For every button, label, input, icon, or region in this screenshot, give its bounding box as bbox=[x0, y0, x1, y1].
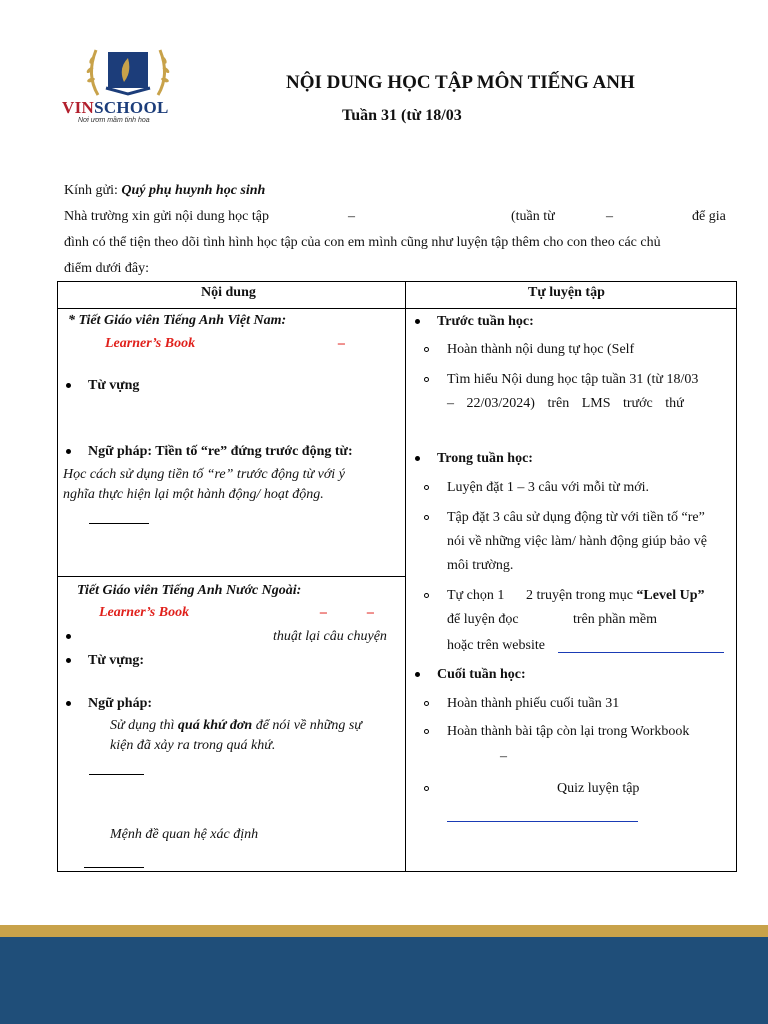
circle-bullet-icon bbox=[424, 729, 429, 734]
intro-line1-end: để gia bbox=[692, 209, 726, 224]
page-subtitle: Tuần 31 (từ 18/03 bbox=[342, 107, 462, 124]
bullet-icon bbox=[415, 319, 420, 324]
website-link[interactable] bbox=[558, 652, 724, 653]
during-item-3e: hoặc trên website bbox=[447, 638, 545, 653]
quiz-link[interactable] bbox=[447, 821, 638, 822]
circle-bullet-icon bbox=[424, 377, 429, 382]
blank-line bbox=[84, 867, 144, 868]
bullet-icon bbox=[415, 672, 420, 677]
bullet-icon bbox=[66, 701, 71, 706]
blank-line bbox=[89, 523, 149, 524]
footer-navy-band bbox=[0, 937, 768, 1024]
intro-line3: điểm dưới đây: bbox=[64, 261, 149, 276]
end-item-3: Quiz luyện tập bbox=[557, 781, 640, 796]
during-item-2a: Tập đặt 3 câu sử dụng động từ với tiền tố “re” bbox=[447, 510, 705, 525]
page-title: NỘI DUNG HỌC TẬP MÔN TIẾNG ANH bbox=[286, 72, 635, 93]
table-section-divider bbox=[57, 576, 406, 577]
dash: – bbox=[338, 336, 345, 351]
learners-book-label: Learner’s Book bbox=[105, 336, 196, 351]
grammar-desc-line1: Học cách sử dụng tiền tố “re” trước động từ với ý bbox=[63, 467, 345, 482]
bullet-icon bbox=[66, 449, 71, 454]
brand-name: VINSCHOOL bbox=[62, 98, 169, 117]
retell-text: thuật lại câu chuyện bbox=[273, 629, 387, 644]
footer-gold-band bbox=[0, 925, 768, 937]
past-tense-line1: Sử dụng thì quá khứ đơn để nói về những sự bbox=[110, 718, 362, 733]
during-item-3d: trên phần mềm bbox=[573, 612, 657, 627]
dash: – bbox=[320, 605, 327, 620]
before-item-2b: – 22/03/2024) trên LMS trước thứ bbox=[447, 396, 684, 411]
vocab-heading-2: Từ vựng: bbox=[88, 653, 145, 668]
end-item-2: Hoàn thành bài tập còn lại trong Workbook bbox=[447, 724, 690, 739]
end-item-1: Hoàn thành phiếu cuối tuần 31 bbox=[447, 696, 620, 711]
bullet-icon bbox=[66, 634, 71, 639]
intro-line1: Nhà trường xin gửi nội dung học tập bbox=[64, 209, 269, 224]
bullet-icon bbox=[415, 456, 420, 461]
intro-dash: – bbox=[606, 209, 613, 224]
during-item-2c: môi trường. bbox=[447, 558, 514, 573]
circle-bullet-icon bbox=[424, 786, 429, 791]
table-header-divider bbox=[57, 308, 737, 309]
during-item-2b: nói về những việc làm/ hành động giúp bảo vệ bbox=[447, 534, 707, 549]
intro-week-from: (tuần từ bbox=[511, 209, 555, 224]
before-item-1: Hoàn thành nội dung tự học (Self bbox=[447, 342, 635, 357]
dash: – bbox=[500, 749, 507, 764]
grammar-heading-2: Ngữ pháp: bbox=[88, 696, 153, 711]
intro-line2: đình có thể tiện theo dõi tình hình học tập của con em mình cũng như luyện tập thêm cho con theo các chủ bbox=[64, 235, 661, 250]
during-item-3a: Tự chọn 1 bbox=[447, 588, 505, 603]
grammar-heading: Ngữ pháp: Tiền tố “re” đứng trước động từ: bbox=[88, 444, 353, 459]
before-item-2a: Tìm hiểu Nội dung học tập tuần 31 (từ 18/03 bbox=[447, 372, 699, 387]
past-tense-line2: kiện đã xảy ra trong quá khứ. bbox=[110, 738, 276, 753]
vn-teacher-heading: * Tiết Giáo viên Tiếng Anh Việt Nam: bbox=[68, 313, 287, 328]
blank-line bbox=[89, 774, 144, 775]
during-item-3c: để luyện đọc bbox=[447, 612, 519, 627]
during-week-heading: Trong tuần học: bbox=[437, 451, 533, 466]
relative-clause-text: Mệnh đề quan hệ xác định bbox=[110, 827, 259, 842]
grammar-desc-line2: nghĩa thực hiện lại một hành động/ hoạt động. bbox=[63, 487, 324, 502]
column-header-content: Nội dung bbox=[201, 285, 256, 300]
circle-bullet-icon bbox=[424, 485, 429, 490]
circle-bullet-icon bbox=[424, 515, 429, 520]
learners-book-label-2: Learner’s Book bbox=[99, 605, 190, 620]
vocab-heading: Từ vựng bbox=[88, 378, 140, 393]
during-item-3b: 2 truyện trong mục “Level Up” bbox=[526, 588, 705, 603]
dash: – bbox=[367, 605, 374, 620]
intro-dash: – bbox=[348, 209, 355, 224]
column-header-practice: Tự luyện tập bbox=[528, 285, 605, 300]
circle-bullet-icon bbox=[424, 347, 429, 352]
greeting: Kính gửi: Quý phụ huynh học sinh bbox=[64, 183, 266, 198]
circle-bullet-icon bbox=[424, 701, 429, 706]
during-item-1: Luyện đặt 1 – 3 câu với mỗi từ mới. bbox=[447, 480, 650, 495]
foreign-teacher-heading: Tiết Giáo viên Tiếng Anh Nước Ngoài: bbox=[77, 583, 302, 598]
before-week-heading: Trước tuần học: bbox=[437, 314, 534, 329]
end-week-heading: Cuối tuần học: bbox=[437, 667, 526, 682]
brand-tagline: Nơi ươm mầm tinh hoa bbox=[78, 117, 150, 124]
circle-bullet-icon bbox=[424, 593, 429, 598]
bullet-icon bbox=[66, 383, 71, 388]
bullet-icon bbox=[66, 658, 71, 663]
